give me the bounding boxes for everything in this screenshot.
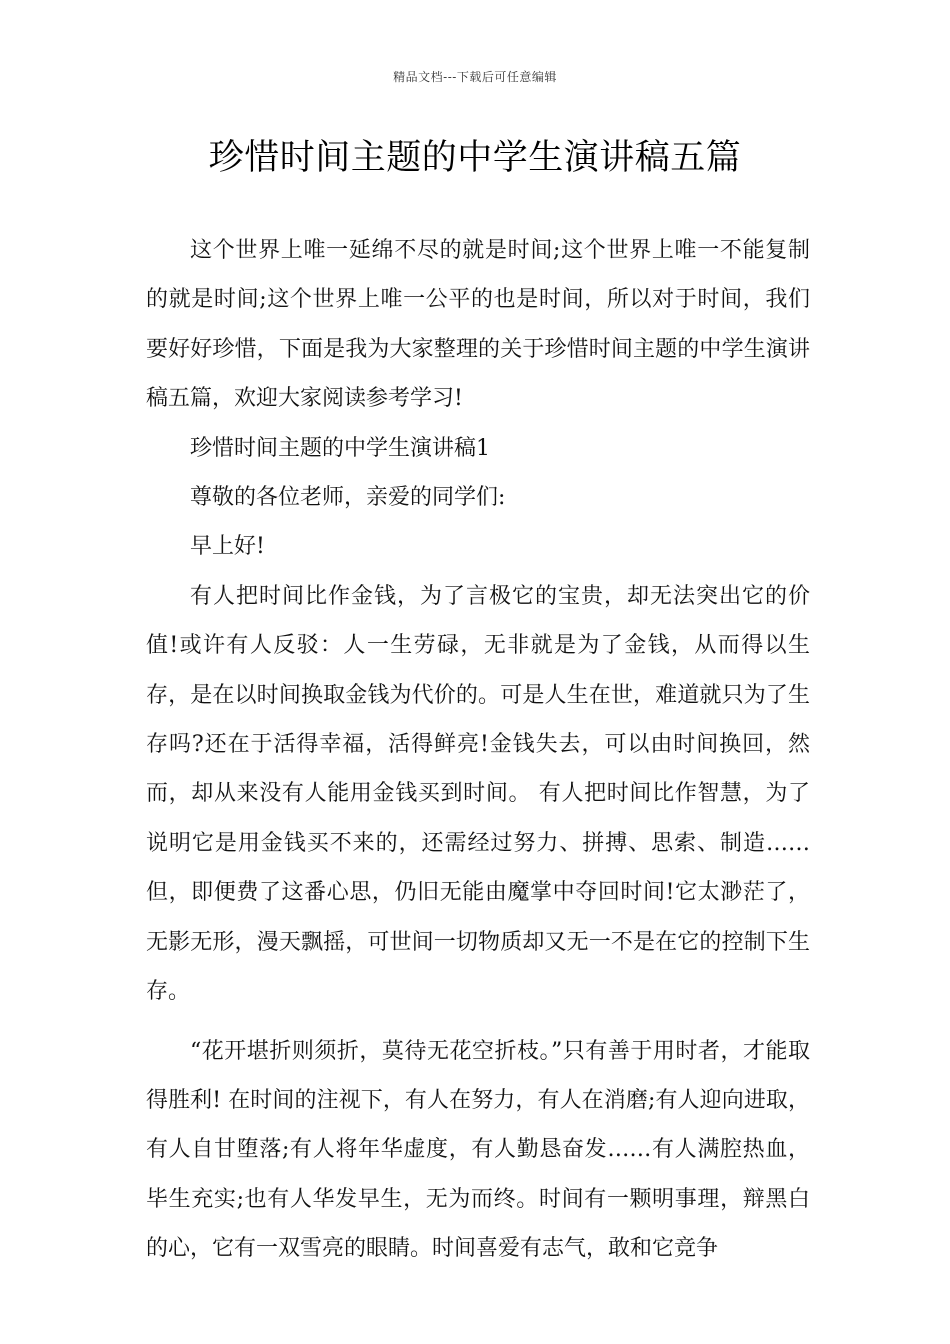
document-body xyxy=(146,226,810,1274)
header-note: 精品文档---下载后可任意编辑 xyxy=(393,70,557,84)
document-title: 珍惜时间主题的中学生演讲稿五篇 xyxy=(208,138,742,178)
salutation: 尊敬的各位老师，亲爱的同学们: xyxy=(190,485,506,511)
section-heading: 珍惜时间主题的中学生演讲稿1 xyxy=(190,435,490,461)
body-paragraph: “花开堪折则须折，莫待无花空折枝。”只有善于用时者，才能取得胜利! 在时间的注视下，有人在努力，有人在消磨;有人迎向进取，有人自甘堕落;有人将年华虚度，有人勤恳奋发……有人满腔热血，毕生充实;也有人华发早生，无为而终。时间有一颗明事理，辩黑白的心，它有一双雪亮的眼睛。时间喜爱有志气，敢和它竞争 xyxy=(146,1038,810,1262)
body-paragraph: 有人把时间比作金钱，为了言极它的宝贵，却无法突出它的价值!或许有人反驳：人一生劳碌，无非就是为了金钱，从而得以生存，是在以时间换取金钱为代价的。可是人生在世，难道就只为了生存吗?还在于活得幸福，活得鲜亮!金钱失去，可以由时间换回，然而，却从来没有人能用金钱买到时间。 有人把时间比作智慧，为了说明它是用金钱买不来的，还需经过努力、拼搏、思索、制造……但，即便费了这番心思，仍旧无能由魔掌中夺回时间!它太渺茫了，无影无形，漫天飘摇，可世间一切物质却又无一不是在它的控制下生存。 xyxy=(146,583,810,1005)
intro-paragraph: 这个世界上唯一延绵不尽的就是时间;这个世界上唯一不能复制的就是时间;这个世界上唯一公平的也是时间，所以对于时间，我们要好好珍惜，下面是我为大家整理的关于珍惜时间主题的中学生演讲稿五篇，欢迎大家阅读参考学习! xyxy=(146,238,810,412)
greeting: 早上好! xyxy=(190,534,265,560)
